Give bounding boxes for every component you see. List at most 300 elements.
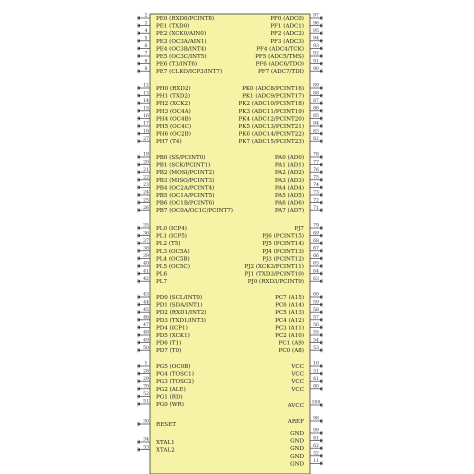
- pin-number: 27: [143, 136, 149, 142]
- pin-arrow-icon: [137, 62, 140, 65]
- pin-label: PB2 (MOSI/PCINT2): [156, 170, 215, 177]
- pin-label: PA2 (AD2): [274, 170, 304, 177]
- pin-label: GND: [290, 431, 304, 437]
- pin-label: PE2 (XCK0/AIN0): [156, 31, 207, 38]
- pin-label: PL6: [156, 271, 168, 278]
- pin-number: 48: [143, 330, 149, 336]
- pin-arrow-icon: [320, 39, 323, 42]
- pin-label: PC0 (A8): [278, 348, 304, 355]
- pin-label: PD5 (XCK1): [156, 333, 190, 339]
- pin-label: PH2 (XCK2): [156, 101, 191, 108]
- pin-number: 65: [313, 261, 319, 267]
- pin-number: 28: [143, 369, 149, 375]
- pin-label: PD4 (ICP1): [156, 325, 188, 332]
- pin-number: 19: [143, 152, 149, 158]
- pin-number: 20: [143, 160, 149, 166]
- pin-label: PJ6 (PCINT15): [262, 233, 304, 240]
- pin-arrow-icon: [137, 132, 140, 135]
- pin-arrow-icon: [320, 155, 323, 158]
- pin-number: 92: [313, 51, 319, 57]
- pin-label: PK5 (ADC13/PCINT21): [238, 124, 304, 130]
- pin-arrow-icon: [320, 234, 323, 237]
- pin-arrow-icon: [320, 178, 323, 181]
- pin-arrow-icon: [137, 32, 140, 35]
- pin-arrow-icon: [137, 380, 140, 383]
- pin-arrow-icon: [320, 341, 323, 344]
- pin-label: PJ0 (RXD3/PCINT9): [247, 279, 304, 286]
- pin-label: PF6 (ADC6/TDO): [255, 61, 304, 68]
- pin-label: PF1 (ADC1): [270, 23, 304, 30]
- pin-number: 3: [144, 21, 148, 27]
- pin-label: PB3 (MISO/PCINT3): [156, 177, 215, 184]
- pin-number: 8: [144, 59, 148, 65]
- pin-number: 38: [143, 246, 149, 252]
- pin-number: 2: [144, 13, 148, 19]
- pin-label: XTAL2: [156, 447, 175, 454]
- pin-label: PE7 (CLKO/ICP3/INT7): [156, 69, 223, 76]
- pin-arrow-icon: [137, 242, 140, 245]
- pin-label: PA3 (AD3): [274, 177, 304, 184]
- pin-label: PF5 (ADC5/TMS): [255, 54, 304, 60]
- pin-number: 5: [144, 36, 148, 42]
- pin-arrow-icon: [320, 86, 323, 89]
- pin-arrow-icon: [320, 117, 323, 120]
- pin-arrow-icon: [320, 16, 323, 19]
- pin-arrow-icon: [320, 364, 323, 367]
- pin-label: VCC: [291, 379, 304, 386]
- pin-label: PA0 (AD0): [274, 155, 304, 161]
- pin-label: PC3 (A11): [275, 325, 304, 332]
- pin-number: 37: [143, 238, 149, 244]
- pin-arrow-icon: [320, 439, 323, 442]
- pin-number: 4: [144, 28, 148, 34]
- pin-arrow-icon: [320, 171, 323, 174]
- pin-arrow-icon: [137, 387, 140, 390]
- pin-number: 74: [313, 183, 319, 189]
- pin-number: 32: [313, 451, 319, 457]
- pin-label: PF7 (ADC7/TDI): [257, 69, 304, 76]
- pin-number: 63: [313, 276, 319, 282]
- pin-label: PD7 (T0): [156, 348, 182, 355]
- pin-arrow-icon: [320, 372, 323, 375]
- pin-arrow-icon: [320, 163, 323, 166]
- pin-arrow-icon: [137, 448, 140, 451]
- pin-label: PE5 (OC3C/INT5): [156, 54, 207, 60]
- pin-number: 6: [144, 44, 148, 50]
- pin-arrow-icon: [320, 242, 323, 245]
- pin-arrow-icon: [137, 440, 140, 443]
- pin-arrow-icon: [320, 333, 323, 336]
- pin-label: VCC: [291, 371, 304, 378]
- pin-arrow-icon: [320, 70, 323, 73]
- pin-label: PC4 (A12): [275, 317, 304, 324]
- pin-number: 56: [313, 323, 319, 329]
- pin-number: 11: [313, 459, 319, 465]
- pin-arrow-icon: [137, 311, 140, 314]
- pin-label: PB1 (SCK/PCINT1): [156, 162, 211, 169]
- pin-number: 70: [143, 384, 149, 390]
- pin-label: PC5 (A13): [275, 310, 304, 317]
- pin-number: 75: [313, 175, 319, 181]
- pin-number: 17: [143, 121, 149, 127]
- pin-number: 94: [313, 36, 319, 42]
- pin-label: PJ5 (PCINT14): [262, 241, 304, 248]
- pin-number: 55: [313, 330, 319, 336]
- pin-label: PJ7: [294, 226, 304, 232]
- pin-label: PJ2 (XCK3/PCINT11): [244, 264, 304, 270]
- pin-number: 69: [313, 231, 319, 237]
- pin-arrow-icon: [320, 47, 323, 50]
- pin-arrow-icon: [320, 419, 323, 422]
- pin-number: 91: [313, 59, 319, 65]
- pin-label: PD1 (SDA/INT1): [156, 302, 203, 309]
- pin-number: 84: [313, 121, 319, 127]
- pin-label: PL3 (OC5A): [156, 248, 190, 255]
- pin-number: 99: [313, 428, 319, 434]
- pin-number: 64: [313, 269, 319, 275]
- pin-arrow-icon: [137, 39, 140, 42]
- pin-arrow-icon: [320, 295, 323, 298]
- pin-arrow-icon: [137, 303, 140, 306]
- pin-arrow-icon: [137, 372, 140, 375]
- pin-number: 1: [144, 361, 148, 367]
- pin-arrow-icon: [320, 280, 323, 283]
- pin-arrow-icon: [137, 178, 140, 181]
- pin-number: 73: [313, 190, 319, 196]
- pin-number: 67: [313, 246, 319, 252]
- pin-number: 44: [143, 300, 149, 306]
- pin-label: PL5 (OC5C): [156, 264, 190, 270]
- pin-label: PF2 (ADC2): [270, 31, 304, 38]
- pin-number: 68: [313, 238, 319, 244]
- pin-arrow-icon: [320, 431, 323, 434]
- pin-number: 41: [143, 269, 149, 275]
- pin-label: PB0 (SS/PCINT0): [156, 155, 206, 161]
- pin-number: 62: [313, 443, 319, 449]
- pin-label: PE3 (OC3A/AIN1): [156, 38, 207, 45]
- pin-label: PE1 (TXD0): [156, 23, 190, 30]
- pin-number: 13: [143, 91, 149, 97]
- pin-arrow-icon: [137, 54, 140, 57]
- pin-arrow-icon: [137, 326, 140, 329]
- pin-arrow-icon: [320, 264, 323, 267]
- pin-label: PH7 (T4): [156, 139, 182, 146]
- pin-arrow-icon: [137, 117, 140, 120]
- pin-arrow-icon: [137, 249, 140, 252]
- pin-number: 33: [143, 445, 149, 451]
- pin-number: 86: [313, 106, 319, 112]
- pin-label: PD2 (RXD1/INT2): [156, 310, 207, 317]
- pin-label: PG3 (TOSC2): [156, 379, 194, 386]
- pin-number: 96: [313, 21, 319, 27]
- pin-arrow-icon: [320, 447, 323, 450]
- pin-arrow-icon: [137, 163, 140, 166]
- pin-label: AREF: [287, 419, 304, 425]
- pin-arrow-icon: [137, 341, 140, 344]
- pin-label: VCC: [291, 386, 304, 393]
- pin-label: VCC: [291, 364, 304, 370]
- pin-arrow-icon: [137, 70, 140, 73]
- pin-number: 21: [143, 167, 149, 173]
- pin-label: PL4 (OC5B): [156, 256, 190, 263]
- pin-arrow-icon: [137, 86, 140, 89]
- pin-number: 58: [313, 307, 319, 313]
- pin-label: PE6 (T3/INT6): [156, 61, 198, 68]
- pin-label: PB6 (OC1B/PCINT6): [156, 200, 215, 207]
- pin-number: 29: [143, 376, 149, 382]
- pin-arrow-icon: [137, 47, 140, 50]
- pin-arrow-icon: [320, 54, 323, 57]
- pin-label: PA6 (AD6): [274, 200, 304, 207]
- pin-arrow-icon: [320, 140, 323, 143]
- pin-arrow-icon: [320, 311, 323, 314]
- pin-arrow-icon: [137, 234, 140, 237]
- pin-arrow-icon: [137, 422, 140, 425]
- pin-number: 66: [313, 254, 319, 260]
- pin-number: 16: [143, 114, 149, 120]
- pin-number: 22: [143, 175, 149, 181]
- pin-label: PH1 (TXD2): [156, 93, 191, 100]
- pin-label: PG5 (OC0B): [156, 364, 191, 370]
- pin-arrow-icon: [137, 24, 140, 27]
- pin-number: 15: [143, 106, 149, 112]
- pin-label: PL2 (T5): [156, 241, 181, 248]
- pin-number: 9: [144, 66, 148, 72]
- pin-arrow-icon: [137, 257, 140, 260]
- pin-number: 100: [311, 400, 321, 406]
- pin-number: 31: [313, 369, 319, 375]
- pin-number: 93: [313, 44, 319, 50]
- pin-number: 23: [143, 183, 149, 189]
- pin-label: AVCC: [287, 403, 304, 409]
- pin-arrow-icon: [137, 102, 140, 105]
- pin-number: 39: [143, 254, 149, 260]
- pin-number: 51: [143, 399, 149, 405]
- pin-label: PK0 (ADC8/PCINT16): [242, 86, 304, 92]
- pin-label: PD0 (SCL/INT0): [156, 295, 203, 301]
- pin-number: 42: [143, 276, 149, 282]
- pin-label: GND: [290, 446, 304, 453]
- pin-label: PC1 (A9): [278, 340, 304, 347]
- pin-number: 81: [313, 436, 319, 442]
- pin-arrow-icon: [137, 402, 140, 405]
- pin-number: 45: [143, 307, 149, 313]
- pin-arrow-icon: [320, 24, 323, 27]
- pin-number: 78: [313, 152, 319, 158]
- pin-arrow-icon: [320, 272, 323, 275]
- pin-label: PK6 (ADC14/PCINT22): [238, 131, 304, 138]
- pin-arrow-icon: [320, 380, 323, 383]
- pin-arrow-icon: [137, 395, 140, 398]
- pin-label: PL1 (ICP5): [156, 233, 187, 240]
- pin-number: 40: [143, 261, 149, 267]
- pin-arrow-icon: [137, 155, 140, 158]
- pin-label: PB5 (OC1A/PCINT5): [156, 193, 215, 199]
- pin-number: 88: [313, 91, 319, 97]
- pin-label: PC6 (A14): [275, 302, 304, 309]
- pin-arrow-icon: [320, 387, 323, 390]
- pin-number: 36: [143, 231, 149, 237]
- pin-label: PH4 (OC4B): [156, 116, 191, 123]
- pin-arrow-icon: [137, 140, 140, 143]
- pin-arrow-icon: [137, 186, 140, 189]
- pin-arrow-icon: [320, 454, 323, 457]
- pin-arrow-icon: [137, 209, 140, 212]
- pin-number: 87: [313, 98, 319, 104]
- pin-arrow-icon: [137, 280, 140, 283]
- pin-label: PJ1 (TXD3/PCINT10): [244, 271, 304, 278]
- pin-arrow-icon: [137, 295, 140, 298]
- pin-number: 71: [313, 205, 319, 211]
- pin-arrow-icon: [137, 318, 140, 321]
- pin-label: RESET: [156, 422, 176, 428]
- pin-label: PG1 (RD): [156, 394, 183, 401]
- pin-number: 46: [143, 315, 149, 321]
- pin-number: 72: [313, 198, 319, 204]
- pin-number: 82: [313, 136, 319, 142]
- pin-arrow-icon: [137, 272, 140, 275]
- pin-label: PA5 (AD5): [274, 193, 304, 199]
- pin-label: PL0 (ICP4): [156, 226, 187, 232]
- pin-label: GND: [290, 453, 304, 460]
- pin-label: PL7: [156, 279, 168, 286]
- pin-label: PD3 (TXD1/INT3): [156, 317, 206, 324]
- pin-arrow-icon: [137, 16, 140, 19]
- pin-arrow-icon: [320, 102, 323, 105]
- pin-number: 77: [313, 160, 319, 166]
- pin-arrow-icon: [320, 94, 323, 97]
- pin-label: XTAL1: [156, 440, 175, 446]
- pin-arrow-icon: [320, 186, 323, 189]
- pin-arrow-icon: [320, 226, 323, 229]
- pin-label: PA1 (AD1): [274, 162, 304, 169]
- pin-number: 50: [143, 345, 149, 351]
- pin-number: 12: [143, 83, 149, 89]
- pin-arrow-icon: [320, 349, 323, 352]
- pin-label: PF0 (ADC0): [270, 16, 304, 22]
- pin-number: 18: [143, 129, 149, 135]
- pin-label: PJ4 (PCINT13): [262, 248, 304, 255]
- pin-label: PF3 (ADC3): [270, 38, 304, 45]
- pin-arrow-icon: [320, 209, 323, 212]
- pin-arrow-icon: [137, 264, 140, 267]
- pin-label: GND: [290, 438, 304, 445]
- pin-number: 7: [144, 51, 148, 57]
- pin-number: 83: [313, 129, 319, 135]
- pin-arrow-icon: [320, 326, 323, 329]
- pin-label: PK4 (ADC12/PCINT20): [238, 116, 304, 123]
- pin-number: 43: [143, 292, 149, 298]
- pin-label: PK3 (ADC11/PCINT19): [238, 108, 304, 115]
- pin-number: 61: [313, 376, 319, 382]
- pin-number: 10: [313, 361, 319, 367]
- pin-label: PE0 (RXD0/PCINT8): [156, 16, 215, 22]
- pin-arrow-icon: [137, 94, 140, 97]
- pin-label: PC2 (A10): [275, 333, 304, 339]
- pin-number: 26: [143, 205, 149, 211]
- pin-arrow-icon: [320, 303, 323, 306]
- pin-number: 54: [313, 338, 319, 344]
- pin-number: 30: [143, 419, 149, 425]
- pin-arrow-icon: [320, 249, 323, 252]
- pin-arrow-icon: [137, 201, 140, 204]
- pin-label: PB7 (OC0A/OC1C/PCINT7): [156, 208, 233, 215]
- pin-number: 35: [143, 223, 149, 229]
- pin-label: PB4 (OC2A/PCINT4): [156, 185, 215, 192]
- pin-label: PA7 (AD7): [274, 208, 304, 215]
- pin-number: 52: [143, 392, 149, 398]
- pin-number: 34: [143, 437, 149, 443]
- pin-label: PA4 (AD4): [274, 185, 304, 192]
- pin-label: PC7 (A15): [275, 295, 304, 301]
- pin-number: 76: [313, 167, 319, 173]
- pin-arrow-icon: [320, 257, 323, 260]
- pin-label: PG4 (TOSC1): [156, 371, 194, 378]
- pin-arrow-icon: [320, 132, 323, 135]
- pin-label: PD6 (T1): [156, 340, 182, 347]
- pin-number: 57: [313, 315, 319, 321]
- pin-number: 25: [143, 198, 149, 204]
- pin-arrow-icon: [137, 193, 140, 196]
- pin-number: 49: [143, 338, 149, 344]
- pin-arrow-icon: [320, 124, 323, 127]
- pin-arrow-icon: [137, 171, 140, 174]
- pin-arrow-icon: [320, 109, 323, 112]
- pin-number: 98: [313, 416, 319, 422]
- pin-arrow-icon: [137, 349, 140, 352]
- pin-number: 53: [313, 345, 319, 351]
- pin-label: PF4 (ADC4/TCK): [256, 46, 304, 53]
- pin-number: 95: [313, 28, 319, 34]
- pin-number: 47: [143, 323, 149, 329]
- pin-label: PJ3 (PCINT12): [262, 256, 304, 263]
- pin-arrow-icon: [320, 403, 323, 406]
- pin-label: GND: [290, 461, 304, 468]
- pin-label: PK2 (ADC10/PCINT18): [238, 101, 304, 108]
- pin-label: PE4 (OC3B/INT4): [156, 46, 207, 53]
- pin-label: PG0 (WR): [156, 402, 184, 408]
- pin-number: 90: [313, 66, 319, 72]
- pin-number: 97: [313, 13, 319, 19]
- pin-arrow-icon: [320, 193, 323, 196]
- pin-arrow-icon: [320, 201, 323, 204]
- pin-label: PH0 (RXD2): [156, 86, 191, 92]
- pin-label: PK7 (ADC15/PCINT23): [238, 139, 304, 146]
- pin-arrow-icon: [137, 109, 140, 112]
- pin-label: PH5 (OC4C): [156, 124, 192, 130]
- pin-number: 14: [143, 98, 149, 104]
- pin-arrow-icon: [137, 124, 140, 127]
- pin-number: 80: [313, 384, 319, 390]
- pin-label: PH6 (OC2B): [156, 131, 191, 138]
- pin-number: 79: [313, 223, 319, 229]
- pin-number: 89: [313, 83, 319, 89]
- pin-arrow-icon: [137, 333, 140, 336]
- pin-arrow-icon: [320, 462, 323, 465]
- pin-arrow-icon: [320, 62, 323, 65]
- pin-arrow-icon: [137, 226, 140, 229]
- pin-arrow-icon: [320, 318, 323, 321]
- pin-number: 85: [313, 114, 319, 120]
- pin-arrow-icon: [137, 364, 140, 367]
- pin-number: 24: [143, 190, 149, 196]
- pin-number: 60: [313, 292, 319, 298]
- pin-label: PG2 (ALE): [156, 386, 186, 393]
- pin-label: PH3 (OC4A): [156, 108, 191, 115]
- pin-label: PK1 (ADC9/PCINT17): [242, 93, 304, 100]
- pin-arrow-icon: [320, 32, 323, 35]
- pin-number: 59: [313, 300, 319, 306]
